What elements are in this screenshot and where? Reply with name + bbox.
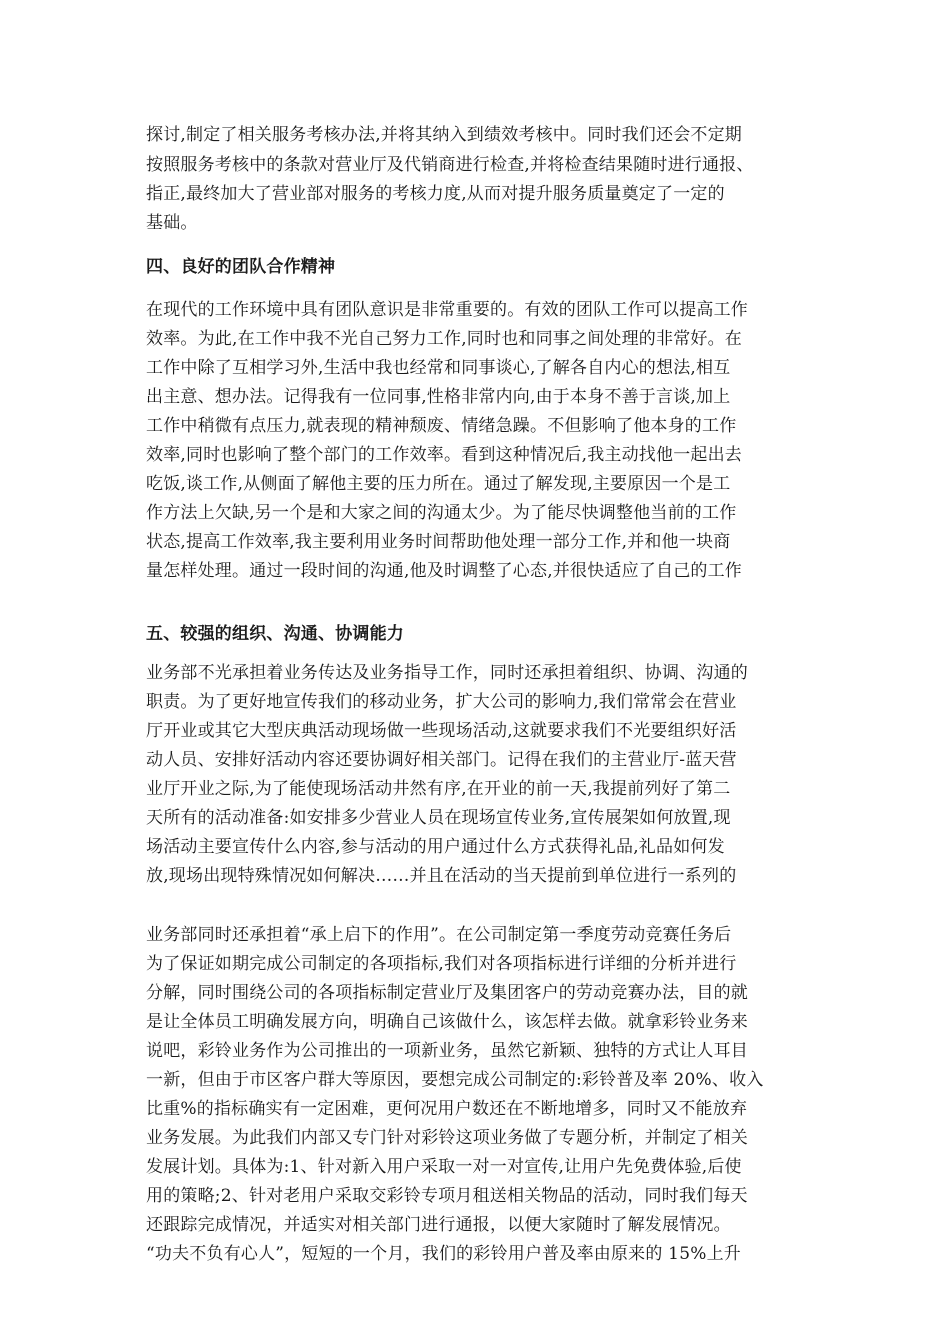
text-line: 放,现场出现特殊情况如何解决……并且在活动的当天提前到单位进行一系列的 — [146, 866, 737, 886]
text-line: 出主意、想办法。记得我有一位同事,性格非常内向,由于本身不善于言谈,加上 — [146, 387, 731, 407]
text-line: 按照服务考核中的条款对营业厅及代销商进行检查,并将检查结果随时进行通报、 — [146, 155, 754, 175]
text-line: 比重%的指标确实有一定困难，更何况用户数还在不断地增多，同时又不能放弃 — [146, 1099, 748, 1119]
text-line: 分解，同时围绕公司的各项指标制定营业厅及集团客户的劳动竞赛办法，目的就 — [146, 983, 748, 1003]
text-line: 职责。为了更好地宣传我们的移动业务，扩大公司的影响力,我们常常会在营业 — [146, 692, 737, 712]
text-line: 动人员、安排好活动内容还要协调好相关部门。记得在我们的主营业厅-蓝天营 — [146, 750, 737, 770]
text-line: 效率,同时也影响了整个部门的工作效率。看到这种情况后,我主动找他一起出去 — [146, 445, 743, 465]
section-heading-organization: 五、较强的组织、沟通、协调能力 — [146, 624, 404, 644]
text-line: 发展计划。具体为:1、针对新入用户采取一对一对宣传,让用户先免费体验,后使 — [146, 1157, 742, 1177]
text-line: 探讨,制定了相关服务考核办法,并将其纳入到绩效考核中。同时我们还会不定期 — [146, 125, 743, 145]
text-line: 工作中除了互相学习外,生活中我也经常和同事谈心,了解各自内心的想法,相互 — [146, 358, 731, 378]
text-line: 是让全体员工明确发展方向，明确自己该做什么，该怎样去做。就拿彩铃业务来 — [146, 1012, 748, 1032]
text-line: 说吧，彩铃业务作为公司推出的一项新业务，虽然它新颖、独特的方式让人耳目 — [146, 1041, 748, 1061]
text-line: 量怎样处理。通过一段时间的沟通,他及时调整了心态,并很快适应了自己的工作 — [146, 561, 743, 581]
text-line: 一新，但由于市区客户群大等原因，要想完成公司制定的:彩铃普及率 20%、收入 — [146, 1070, 764, 1090]
text-line: 业厅开业之际,为了能使现场活动井然有序,在开业的前一天,我提前列好了第二 — [146, 779, 731, 799]
text-line: 业务部同时还承担着“承上启下的作用”。在公司制定第一季度劳动竞赛任务后 — [146, 925, 732, 945]
text-line: 吃饭,谈工作,从侧面了解他主要的压力所在。通过了解发现,主要原因一个是工 — [146, 474, 731, 494]
text-line: 还跟踪完成情况，并适实对相关部门进行通报，以便大家随时了解发展情况。 — [146, 1215, 731, 1235]
text-line: 状态,提高工作效率,我主要利用业务时间帮助他处理一部分工作,并和他一块商 — [146, 532, 731, 552]
text-line: 为了保证如期完成公司制定的各项指标,我们对各项指标进行详细的分析并进行 — [146, 954, 737, 974]
text-line: 天所有的活动准备:如安排多少营业人员在现场宣传业务,宣传展架如何放置,现 — [146, 808, 731, 828]
section-heading-teamwork: 四、良好的团队合作精神 — [146, 257, 336, 277]
text-line: 基础。 — [146, 213, 198, 233]
text-line: 业务发展。为此我们内部又专门针对彩铃这项业务做了专题分析，并制定了相关 — [146, 1128, 748, 1148]
text-line: 场活动主要宣传什么内容,参与活动的用户通过什么方式获得礼品,礼品如何发 — [146, 837, 725, 857]
text-line: 工作中稍微有点压力,就表现的精神颓废、情绪急躁。不但影响了他本身的工作 — [146, 416, 737, 436]
text-line: 在现代的工作环境中具有团队意识是非常重要的。有效的团队工作可以提高工作 — [146, 300, 748, 320]
text-line: 厅开业或其它大型庆典活动现场做一些现场活动,这就要求我们不光要组织好活 — [146, 721, 737, 741]
text-line: 指正,最终加大了营业部对服务的考核力度,从而对提升服务质量奠定了一定的 — [146, 184, 725, 204]
text-line: “功夫不负有心人”，短短的一个月，我们的彩铃用户普及率由原来的 15%上升 — [146, 1244, 741, 1264]
text-line: 用的策略;2、针对老用户采取交彩铃专项月租送相关物品的活动，同时我们每天 — [146, 1186, 748, 1206]
text-line: 作方法上欠缺,另一个是和大家之间的沟通太少。为了能尽快调整他当前的工作 — [146, 503, 737, 523]
text-line: 业务部不光承担着业务传达及业务指导工作，同时还承担着组织、协调、沟通的 — [146, 663, 748, 683]
text-line: 效率。为此,在工作中我不光自己努力工作,同时也和同事之间处理的非常好。在 — [146, 329, 743, 349]
